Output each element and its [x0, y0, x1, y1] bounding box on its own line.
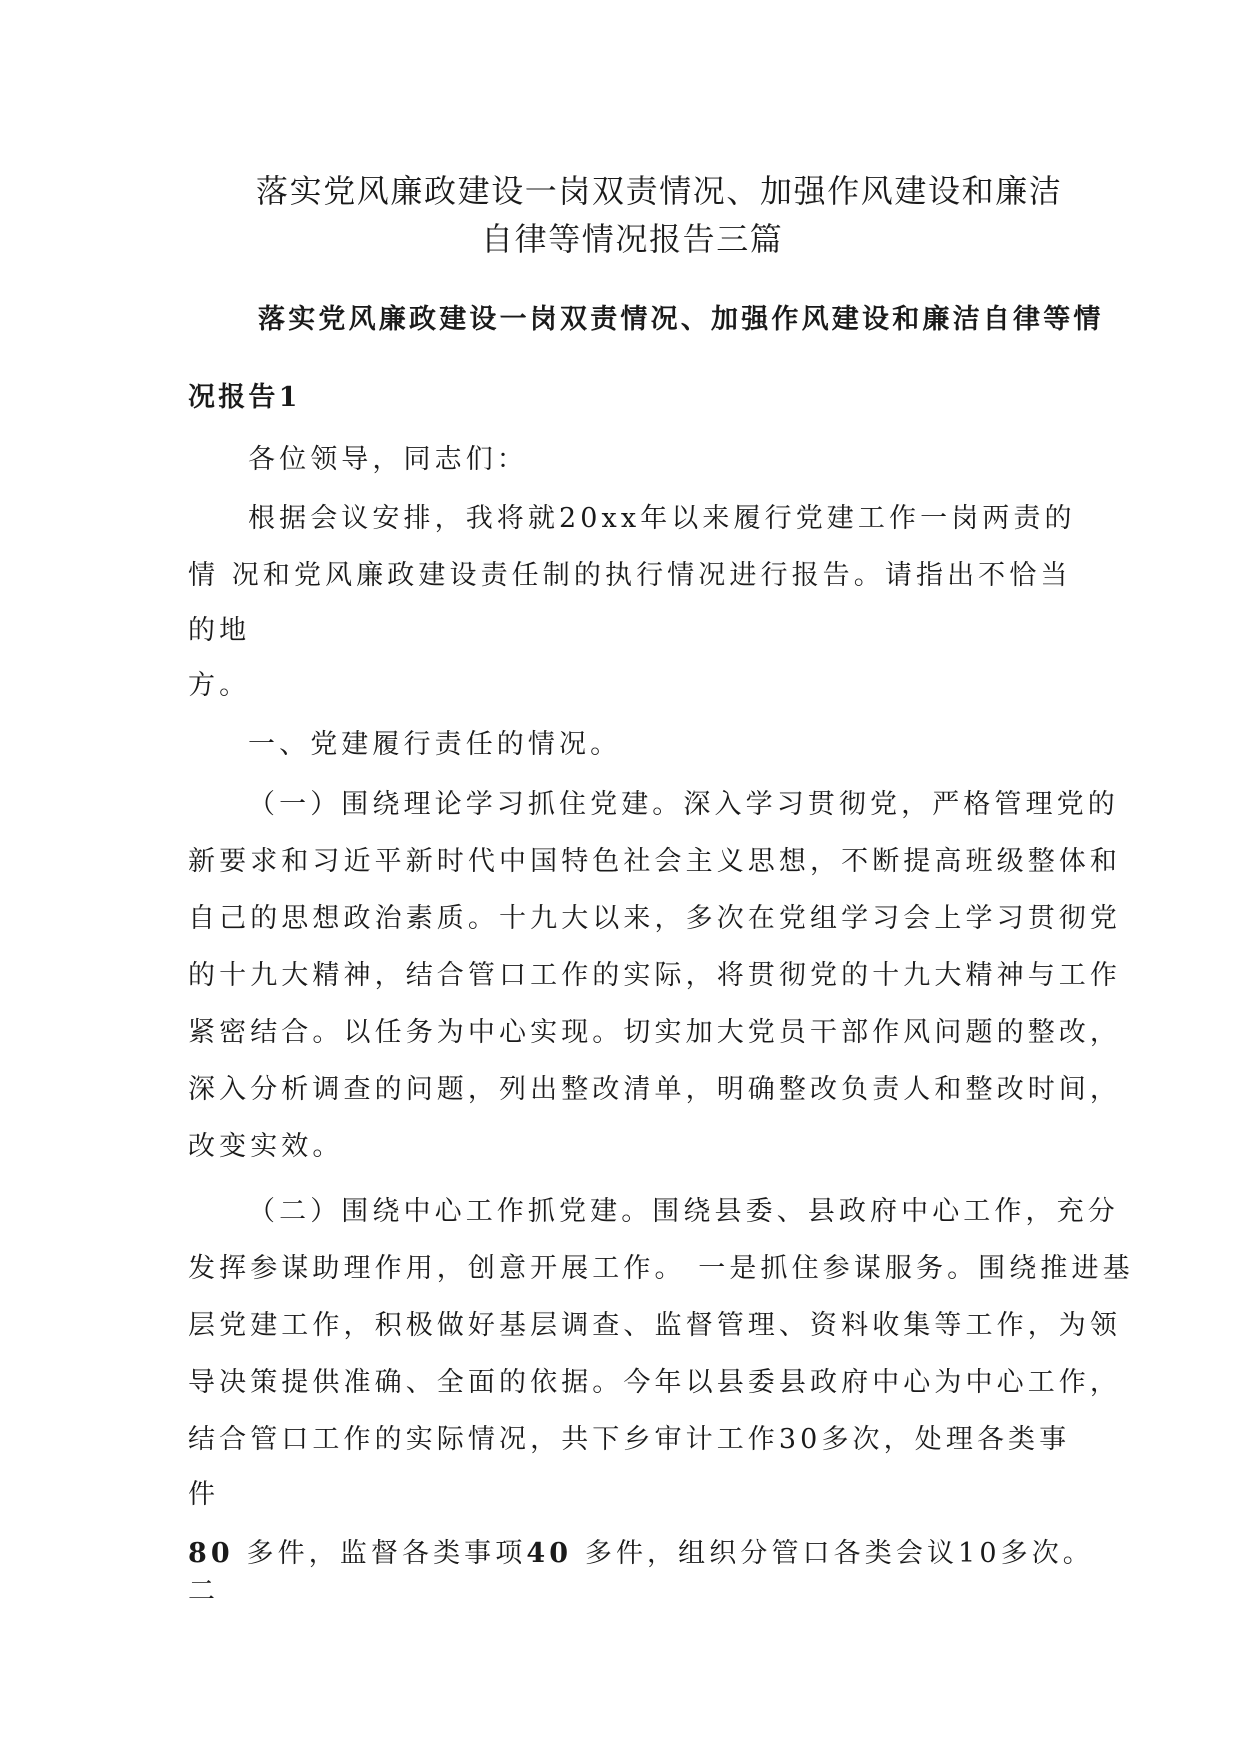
para1-line-3: 自己的思想政治素质。十九大以来，多次在党组学习会上学习贯彻党	[188, 903, 1121, 934]
para2-line-3: 层党建工作，积极做好基层调查、监督管理、资料收集等工作，为领	[188, 1310, 1121, 1341]
document-title-line-1: 落实党风廉政建设一岗双责情况、加强作风建设和廉洁	[256, 172, 1063, 210]
text-segment-1: 多件，监督各类事项	[233, 1538, 527, 1569]
para1-line-6: 深入分析调查的问题，列出整改清单，明确整改负责人和整改时间，	[188, 1074, 1121, 1105]
intro-line-3: 的地	[188, 615, 251, 646]
para1-line-2: 新要求和习近平新时代中国特色社会主义思想，不断提高班级整体和	[188, 846, 1121, 877]
para2-line-2: 发挥参谋助理作用，创意开展工作。 一是抓住参谋服务。围绕推进基	[188, 1253, 1134, 1284]
section-heading-1: 一、党建履行责任的情况。	[248, 729, 622, 760]
greeting: 各位领导，同志们：	[248, 444, 528, 475]
para2-line-1: （二）围绕中心工作抓党建。围绕县委、县政府中心工作，充分	[248, 1196, 1119, 1227]
para1-line-1: （一）围绕理论学习抓住党建。深入学习贯彻党，严格管理党的	[248, 789, 1119, 820]
para2-line-7	[188, 1534, 1094, 1574]
intro-line-2: 情 况和党风廉政建设责任制的执行情况进行报告。请指出不恰当	[188, 560, 1072, 591]
para2-line-8: 二	[188, 1576, 220, 1607]
para2-line-5: 结合管口工作的实际情况，共下乡审计工作30多次，处理各类事	[188, 1424, 1071, 1455]
para2-line-6: 件	[188, 1479, 220, 1510]
para1-line-5: 紧密结合。以任务为中心实现。切实加大党员干部作风问题的整改，	[188, 1017, 1121, 1048]
intro-line-4: 方。	[188, 670, 251, 701]
para2-line-4: 导决策提供准确、全面的依据。今年以县委县政府中心为中心工作，	[188, 1367, 1121, 1398]
para1-line-7: 改变实效。	[188, 1131, 344, 1162]
para1-line-4: 的十九大精神，结合管口工作的实际，将贯彻党的十九大精神与工作	[188, 960, 1121, 991]
count-40: 40	[526, 1538, 573, 1569]
document-title-line-2: 自律等情况报告三篇	[481, 220, 784, 258]
count-80: 80	[188, 1538, 234, 1569]
report-subtitle-line-2: 况报告1	[188, 382, 301, 413]
text-segment-2: 多件，组织分管口各类会议10多次。	[572, 1538, 1094, 1569]
intro-line-1: 根据会议安排，我将就20xx年以来履行党建工作一岗两责的	[248, 503, 1076, 534]
report-subtitle-line-1: 落实党风廉政建设一岗双责情况、加强作风建设和廉洁自律等情	[258, 304, 1104, 335]
